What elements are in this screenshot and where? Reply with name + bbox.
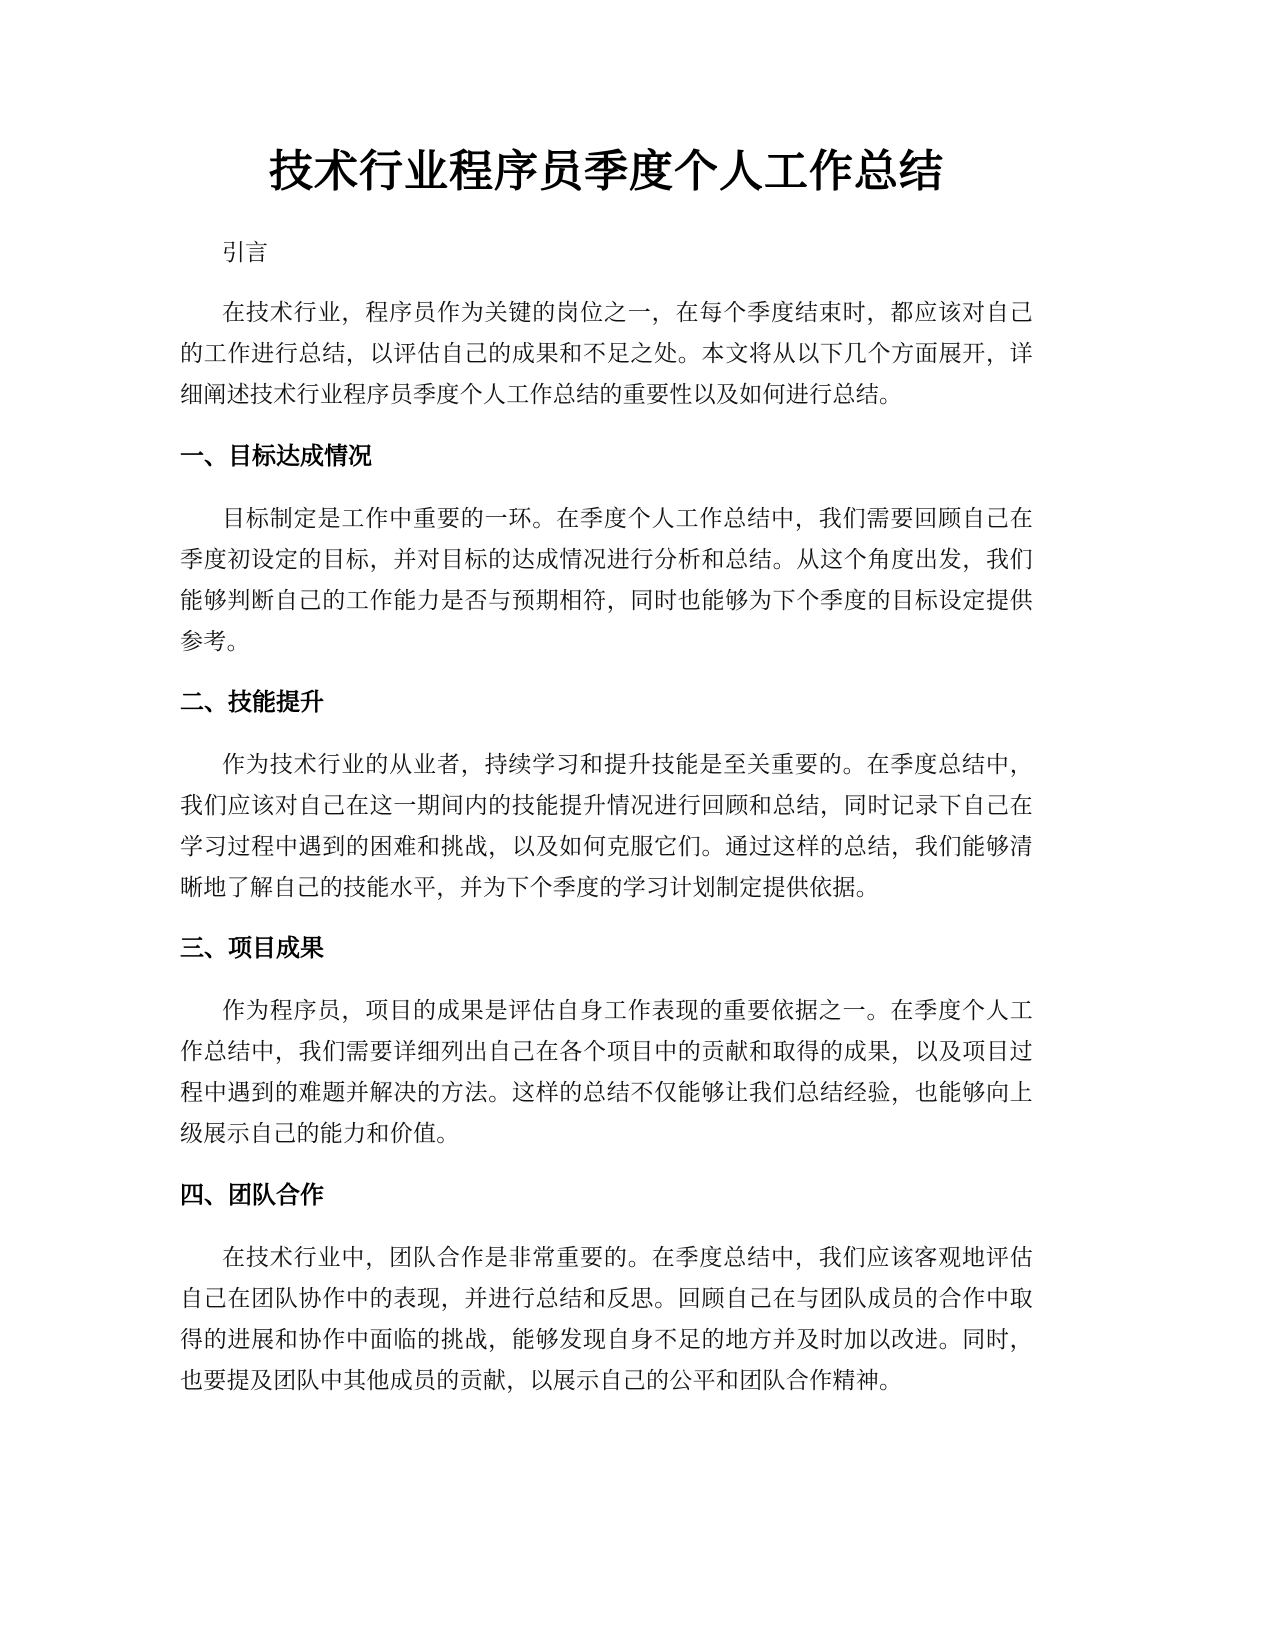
section-heading-teamwork: 四、团队合作	[180, 1181, 324, 1209]
document-title: 技术行业程序员季度个人工作总结	[269, 146, 944, 197]
section-paragraph-skills: 作为技术行业的从业者，持续学习和提升技能是至关重要的。在季度总结中，我们应该对自己在这一期间内的技能提升情况进行回顾和总结，同时记录下自己在学习过程中遇到的困难和挑战，以及如何克服它们。通过这样的总结，我们能够清晰地了解自己的技能水平，并为下个季度的学习计划制定提供依据。	[180, 752, 1033, 901]
section-paragraph-projects: 作为程序员，项目的成果是评估自身工作表现的重要依据之一。在季度个人工作总结中，我们需要详细列出自己在各个项目中的贡献和取得的成果，以及项目过程中遇到的难题并解决的方法。这样的总结不仅能够让我们总结经验，也能够向上级展示自己的能力和价值。	[180, 998, 1033, 1147]
intro-paragraph: 在技术行业，程序员作为关键的岗位之一，在每个季度结束时，都应该对自己的工作进行总结，以评估自己的成果和不足之处。本文将从以下几个方面展开，详细阐述技术行业程序员季度个人工作总结的重要性以及如何进行总结。	[180, 300, 1033, 408]
section-heading-skills: 二、技能提升	[180, 688, 324, 716]
intro-label: 引言	[222, 240, 268, 266]
section-heading-projects: 三、项目成果	[180, 934, 324, 962]
section-paragraph-goals: 目标制定是工作中重要的一环。在季度个人工作总结中，我们需要回顾自己在季度初设定的目标，并对目标的达成情况进行分析和总结。从这个角度出发，我们能够判断自己的工作能力是否与预期相符，同时也能够为下个季度的目标设定提供参考。	[180, 506, 1033, 655]
section-heading-goals: 一、目标达成情况	[180, 442, 372, 470]
section-paragraph-teamwork: 在技术行业中，团队合作是非常重要的。在季度总结中，我们应该客观地评估自己在团队协作中的表现，并进行总结和反思。回顾自己在与团队成员的合作中取得的进展和协作中面临的挑战，能够发现自身不足的地方并及时加以改进。同时，也要提及团队中其他成员的贡献，以展示自己的公平和团队合作精神。	[180, 1245, 1033, 1394]
